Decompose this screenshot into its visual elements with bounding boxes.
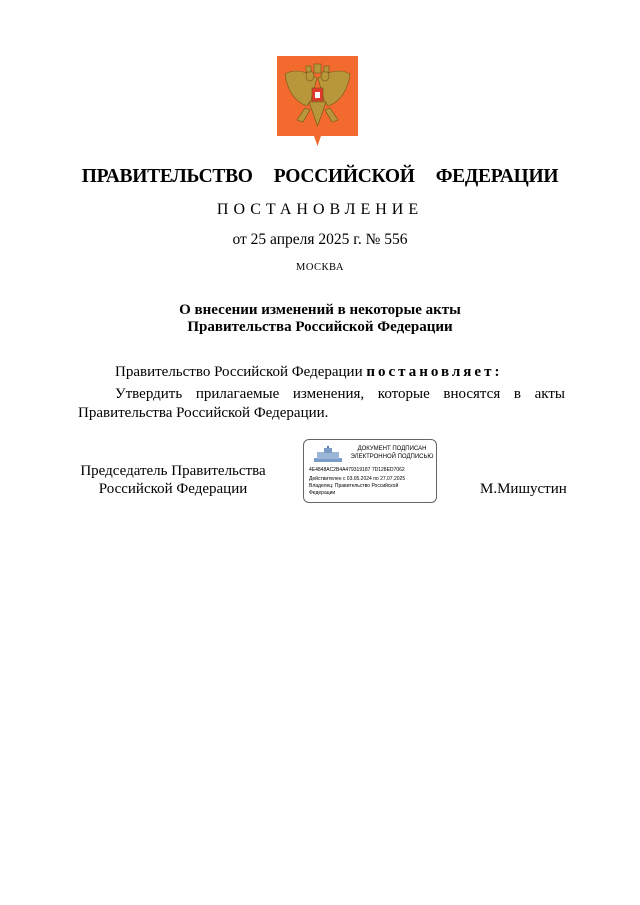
stamp-validity: Действителен с 03.05.2024 по 27.07.2025 — [309, 476, 406, 482]
resolution-preamble — [115, 364, 502, 381]
government-building-icon — [314, 446, 342, 462]
resolution-text: Утвердить прилагаемые изменения, которые вносятся в акты — [115, 386, 565, 402]
document-title-line2: Правительства Российской Федерации — [187, 319, 453, 335]
signer-position — [78, 462, 268, 498]
signer-name: М.Мишустин — [480, 481, 567, 497]
preamble-text: Правительство Российской Федерации — [115, 364, 367, 380]
signer-position-line1: Председатель Правительства — [80, 463, 266, 479]
document-title-line1: О внесении изменений в некоторые акты — [179, 302, 461, 318]
document-type: ПОСТАНОВЛЕНИЕ — [216, 201, 424, 218]
stamp-certificate: 4E4848AC2B4A479319187 7D128ED7062 — [309, 467, 405, 473]
government-name: ПРАВИТЕЛЬСТВО РОССИЙСКОЙ ФЕДЕРАЦИИ — [81, 166, 559, 187]
stamp-owner-line1: Владелец: Правительство Российской — [309, 483, 399, 489]
signer-position-line2: Российской Федерации — [98, 481, 248, 497]
stamp-title-line2: ЭЛЕКТРОННОЙ ПОДПИСЬЮ — [350, 454, 434, 460]
stamp-owner-line2: Федерации — [309, 490, 336, 496]
electronic-signature-stamp — [303, 439, 437, 503]
document-city: МОСКВА — [296, 262, 344, 273]
stamp-title — [350, 445, 434, 461]
coat-of-arms-emblem — [277, 56, 358, 146]
stamp-title-line1: ДОКУМЕНТ ПОДПИСАН — [357, 446, 427, 452]
preamble-decree-word: постановляет: — [366, 364, 503, 380]
resolution-text-line1 — [78, 386, 565, 403]
resolution-text-line2: Правительства Российской Федерации. — [78, 405, 329, 421]
document-date-number: от 25 апреля 2025 г. № 556 — [232, 231, 408, 248]
